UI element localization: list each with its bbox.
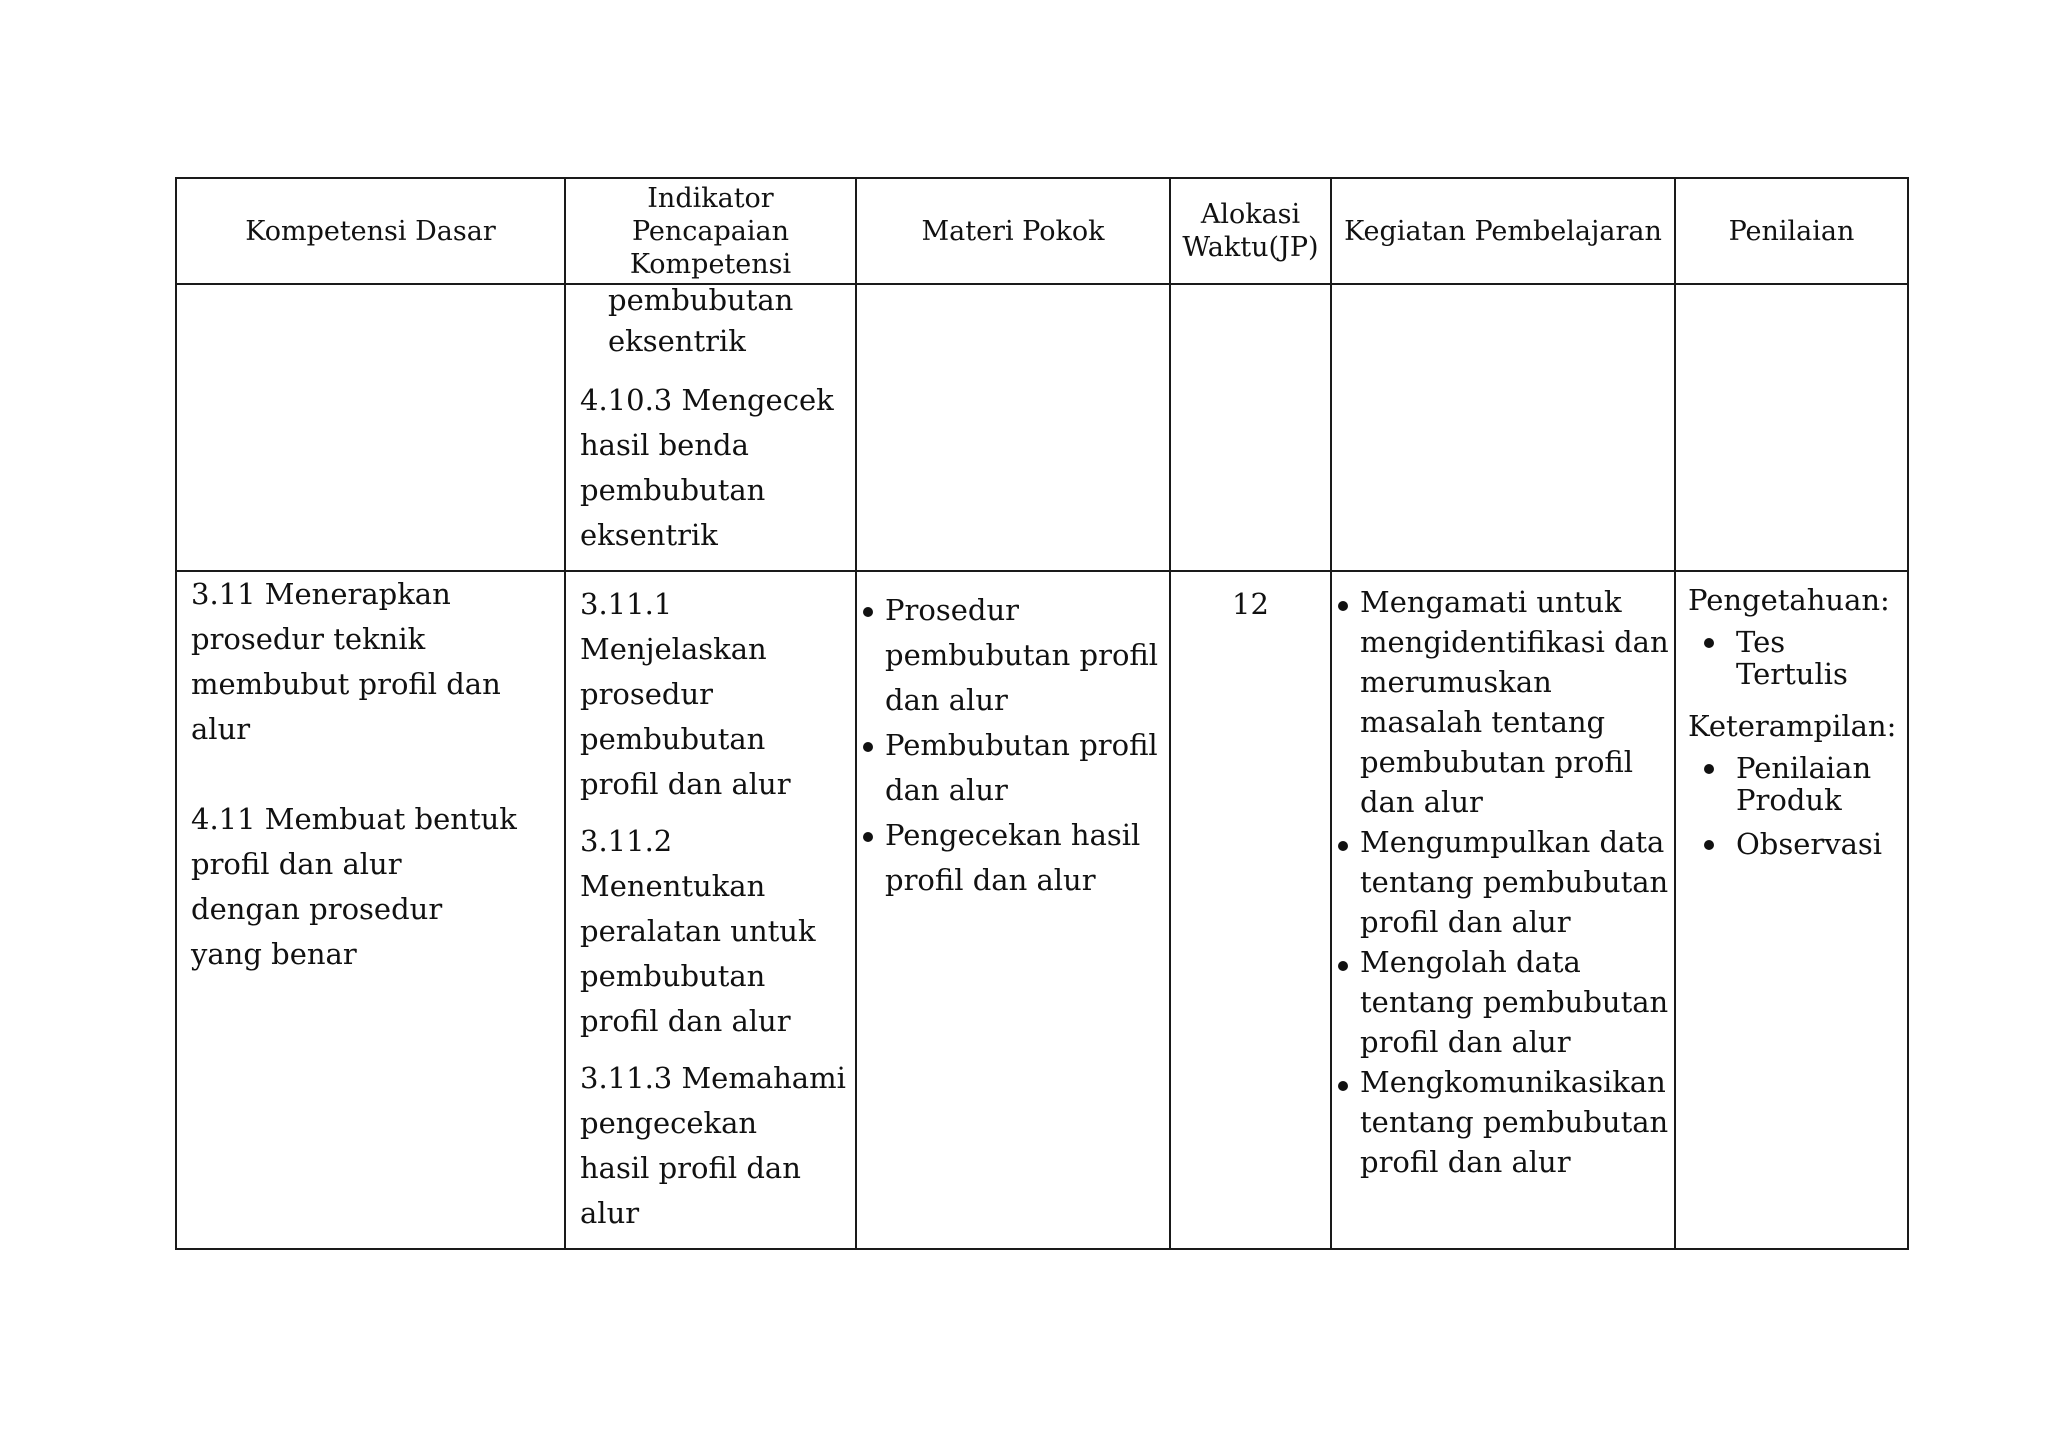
cell-materi-empty (856, 284, 1170, 571)
cell-kegiatan-empty (1331, 284, 1675, 571)
cell-kompetensi-dasar (176, 571, 565, 1249)
kd-4-11: 4.11 Membuat bentuk profil dan alur dengan prosedur yang benar (191, 802, 517, 971)
list-item: Observasi (1688, 828, 1907, 860)
curriculum-table (175, 177, 1909, 1250)
cell-penilaian (1675, 571, 1908, 1249)
list-item: Penilaian Produk (1688, 752, 1907, 816)
kd-3-11: 3.11 Menerapkan prosedur teknik membubut profil dan alur (191, 577, 501, 746)
cell-alokasi-empty (1170, 284, 1331, 571)
list-item: Prosedur pembubutan profil dan alur (857, 588, 1169, 723)
list-item: Mengumpulkan data tentang pembubutan profil dan alur (1332, 822, 1674, 942)
list-item: Mengolah data tentang pembubutan profil dan alur (1332, 942, 1674, 1062)
header-materi-pokok: Materi Pokok (856, 178, 1170, 284)
indicator-3-11-3: 3.11.3 Memahami pengecekan hasil profil dan alur (580, 1061, 846, 1230)
list-item: Pembubutan profil dan alur (857, 723, 1169, 813)
table-row (176, 284, 1908, 571)
header-indikator: Indikator Pencapaian Kompetensi (565, 178, 856, 284)
cell-kegiatan-pembelajaran (1331, 571, 1675, 1249)
cell-materi-pokok (856, 571, 1170, 1249)
indicator-3-11-1: 3.11.1 Menjelaskan prosedur pembubutan profil dan alur (580, 587, 791, 801)
indicator-3-11-2: 3.11.2 Menentukan peralatan untuk pembubutan profil dan alur (580, 824, 816, 1038)
cell-alokasi-waktu: 12 (1170, 571, 1331, 1249)
table-row (176, 571, 1908, 1249)
list-item: Mengkomunikasikan tentang pembubutan profil dan alur (1332, 1062, 1674, 1182)
list-item: Pengecekan hasil profil dan alur (857, 813, 1169, 903)
header-kegiatan-pembelajaran: Kegiatan Pembelajaran (1331, 178, 1675, 284)
header-kompetensi-dasar: Kompetensi Dasar (176, 178, 565, 284)
header-penilaian: Penilaian (1675, 178, 1908, 284)
cell-penilaian-empty (1675, 284, 1908, 571)
indicator-4-10-3: 4.10.3 Mengecek hasil benda pembubutan eksentrik (580, 383, 834, 552)
cell-indikator: pembubutan eksentrik 4.10.3 Mengecek hasil benda pembubutan eksentrik (565, 284, 856, 571)
list-item: Tes Tertulis (1688, 626, 1907, 690)
header-row (176, 178, 1908, 284)
list-item: Mengamati untuk mengidentifikasi dan merumuskan masalah tentang pembubutan profil dan alur (1332, 582, 1674, 822)
header-alokasi-waktu: Alokasi Waktu(JP) (1170, 178, 1331, 284)
penilaian-keterampilan-label: Keterampilan: (1688, 709, 1897, 743)
penilaian-pengetahuan-label: Pengetahuan: (1688, 583, 1890, 617)
cell-kd-empty (176, 284, 565, 571)
cell-indikator (565, 571, 856, 1249)
